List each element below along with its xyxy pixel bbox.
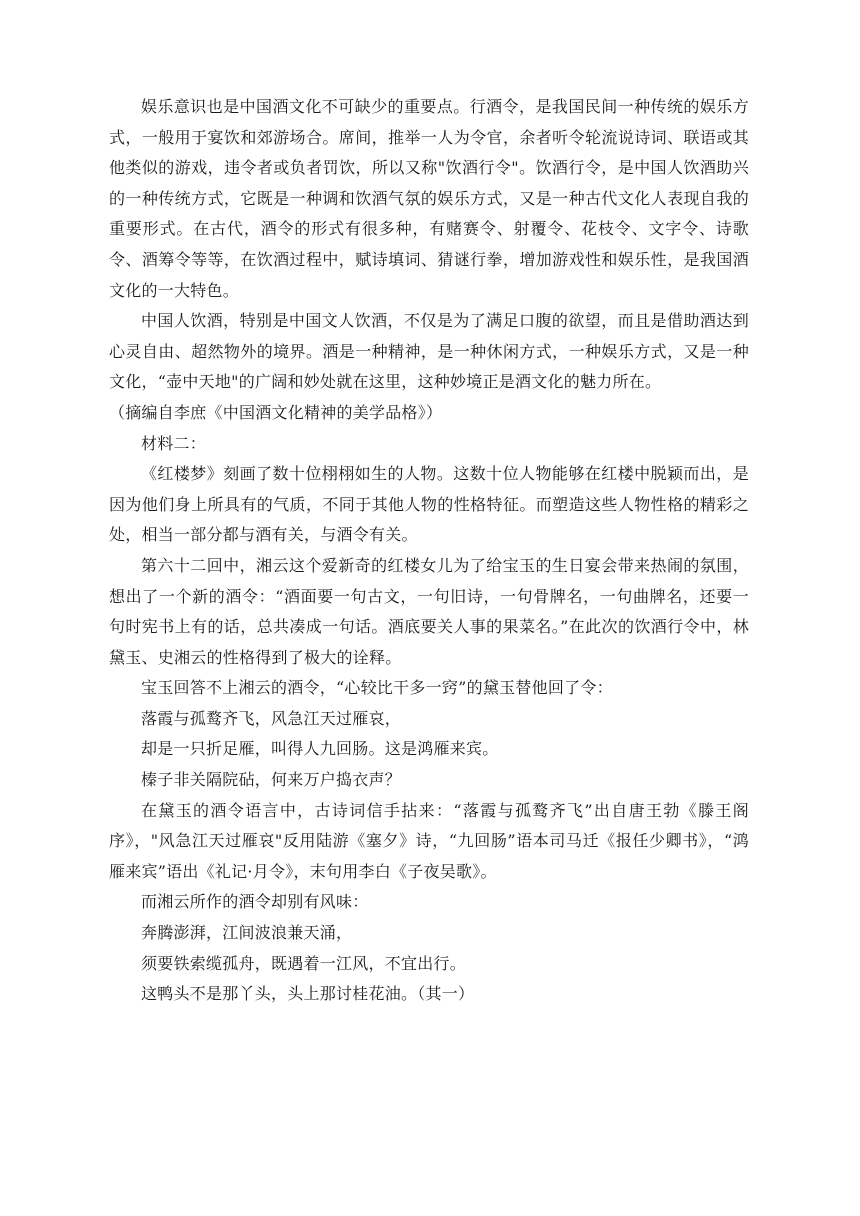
poem-line-daiyu-2: 却是一只折足雁，叫得人九回肠。这是鸿雁来宾。 [141, 739, 499, 759]
document-page [109, 92, 749, 1010]
poem-line-xiangyun-1: 奔腾澎湃，江间波浪兼天涌， [141, 923, 353, 943]
paragraph-daiyu-intro: 宝玉回答不上湘云的酒令，“心较比干多一窍”的黛玉替他回了令： [141, 678, 613, 698]
paragraph-honglou-characters: 《红楼梦》刻画了数十位栩栩如生的人物。这数十位人物能够在红楼中脱颖而出，是因为他们身上所具有的气质，不同于其他人物的性格特征。而塑造这些人物性格的精彩之处，相当一部分都与酒有关，与酒令有关。 [109, 464, 749, 545]
poem-line-daiyu-1: 落霞与孤鹜齐飞，风急江天过雁哀， [141, 708, 402, 728]
poem-line-xiangyun-2: 须要铁索缆孤舟，既遇着一江风，不宜出行。 [141, 953, 467, 973]
section-heading-material-two: 材料二： [141, 433, 207, 453]
poem-line-xiangyun-3: 这鸭头不是那丫头，头上那讨桂花油。（其一） [141, 984, 475, 1004]
source-citation: （摘编自李庶《中国酒文化精神的美学品格》） [109, 402, 443, 422]
paragraph-daiyu-analysis: 在黛玉的酒令语言中，古诗词信手拈来：“落霞与孤鹜齐飞”出自唐王勃《滕王阁序》，"风急江天过雁哀"反用陆游《塞夕》诗，“九回肠”语本司马迁《报任少卿书》，“鸿雁来宾”语出《礼记·月令》，末句用李白《子夜吴歌》。 [109, 800, 749, 881]
paragraph-literati-drinking: 中国人饮酒，特别是中国文人饮酒，不仅是为了满足口腹的欲望，而且是借助酒达到心灵自由、超然物外的境界。酒是一种精神，是一种休闲方式，一种娱乐方式，又是一种文化，“壶中天地"的广阔和妙处就在这里，这种妙境正是酒文化的魅力所在。 [109, 311, 749, 392]
paragraph-entertainment: 娱乐意识也是中国酒文化不可缺少的重要点。行酒令，是我国民间一种传统的娱乐方式，一般用于宴饮和郊游场合。席间，推举一人为令官，余者听令轮流说诗词、联语或其他类似的游戏，违令者或负者罚饮，所以又称"饮酒行令"。饮酒行令，是中国人饮酒助兴的一种传统方式，它既是一种调和饮酒气氛的娱乐方式，又是一种古代文化人表现自我的重要形式。在古代，酒令的形式有很多种，有赌赛令、射覆令、花枝令、文字令、诗歌令、酒筹令等等，在饮酒过程中，赋诗填词、猜谜行拳，增加游戏性和娱乐性，是我国酒文化的一大特色。 [109, 97, 749, 300]
poem-line-daiyu-3: 榛子非关隔院砧，何来万户捣衣声？ [141, 770, 402, 790]
paragraph-chapter-62: 第六十二回中，湘云这个爱新奇的红楼女儿为了给宝玉的生日宴会带来热闹的氛围，想出了一个新的酒令：“酒面要一句古文，一句旧诗，一句骨牌名，一句曲牌名，还要一句时宪书上有的话，总共凑成一句话。酒底要关人事的果菜名。”在此次的饮酒行令中，林黛玉、史湘云的性格得到了极大的诠释。 [109, 555, 749, 667]
paragraph-xiangyun-intro: 而湘云所作的酒令却别有风味： [141, 892, 369, 912]
